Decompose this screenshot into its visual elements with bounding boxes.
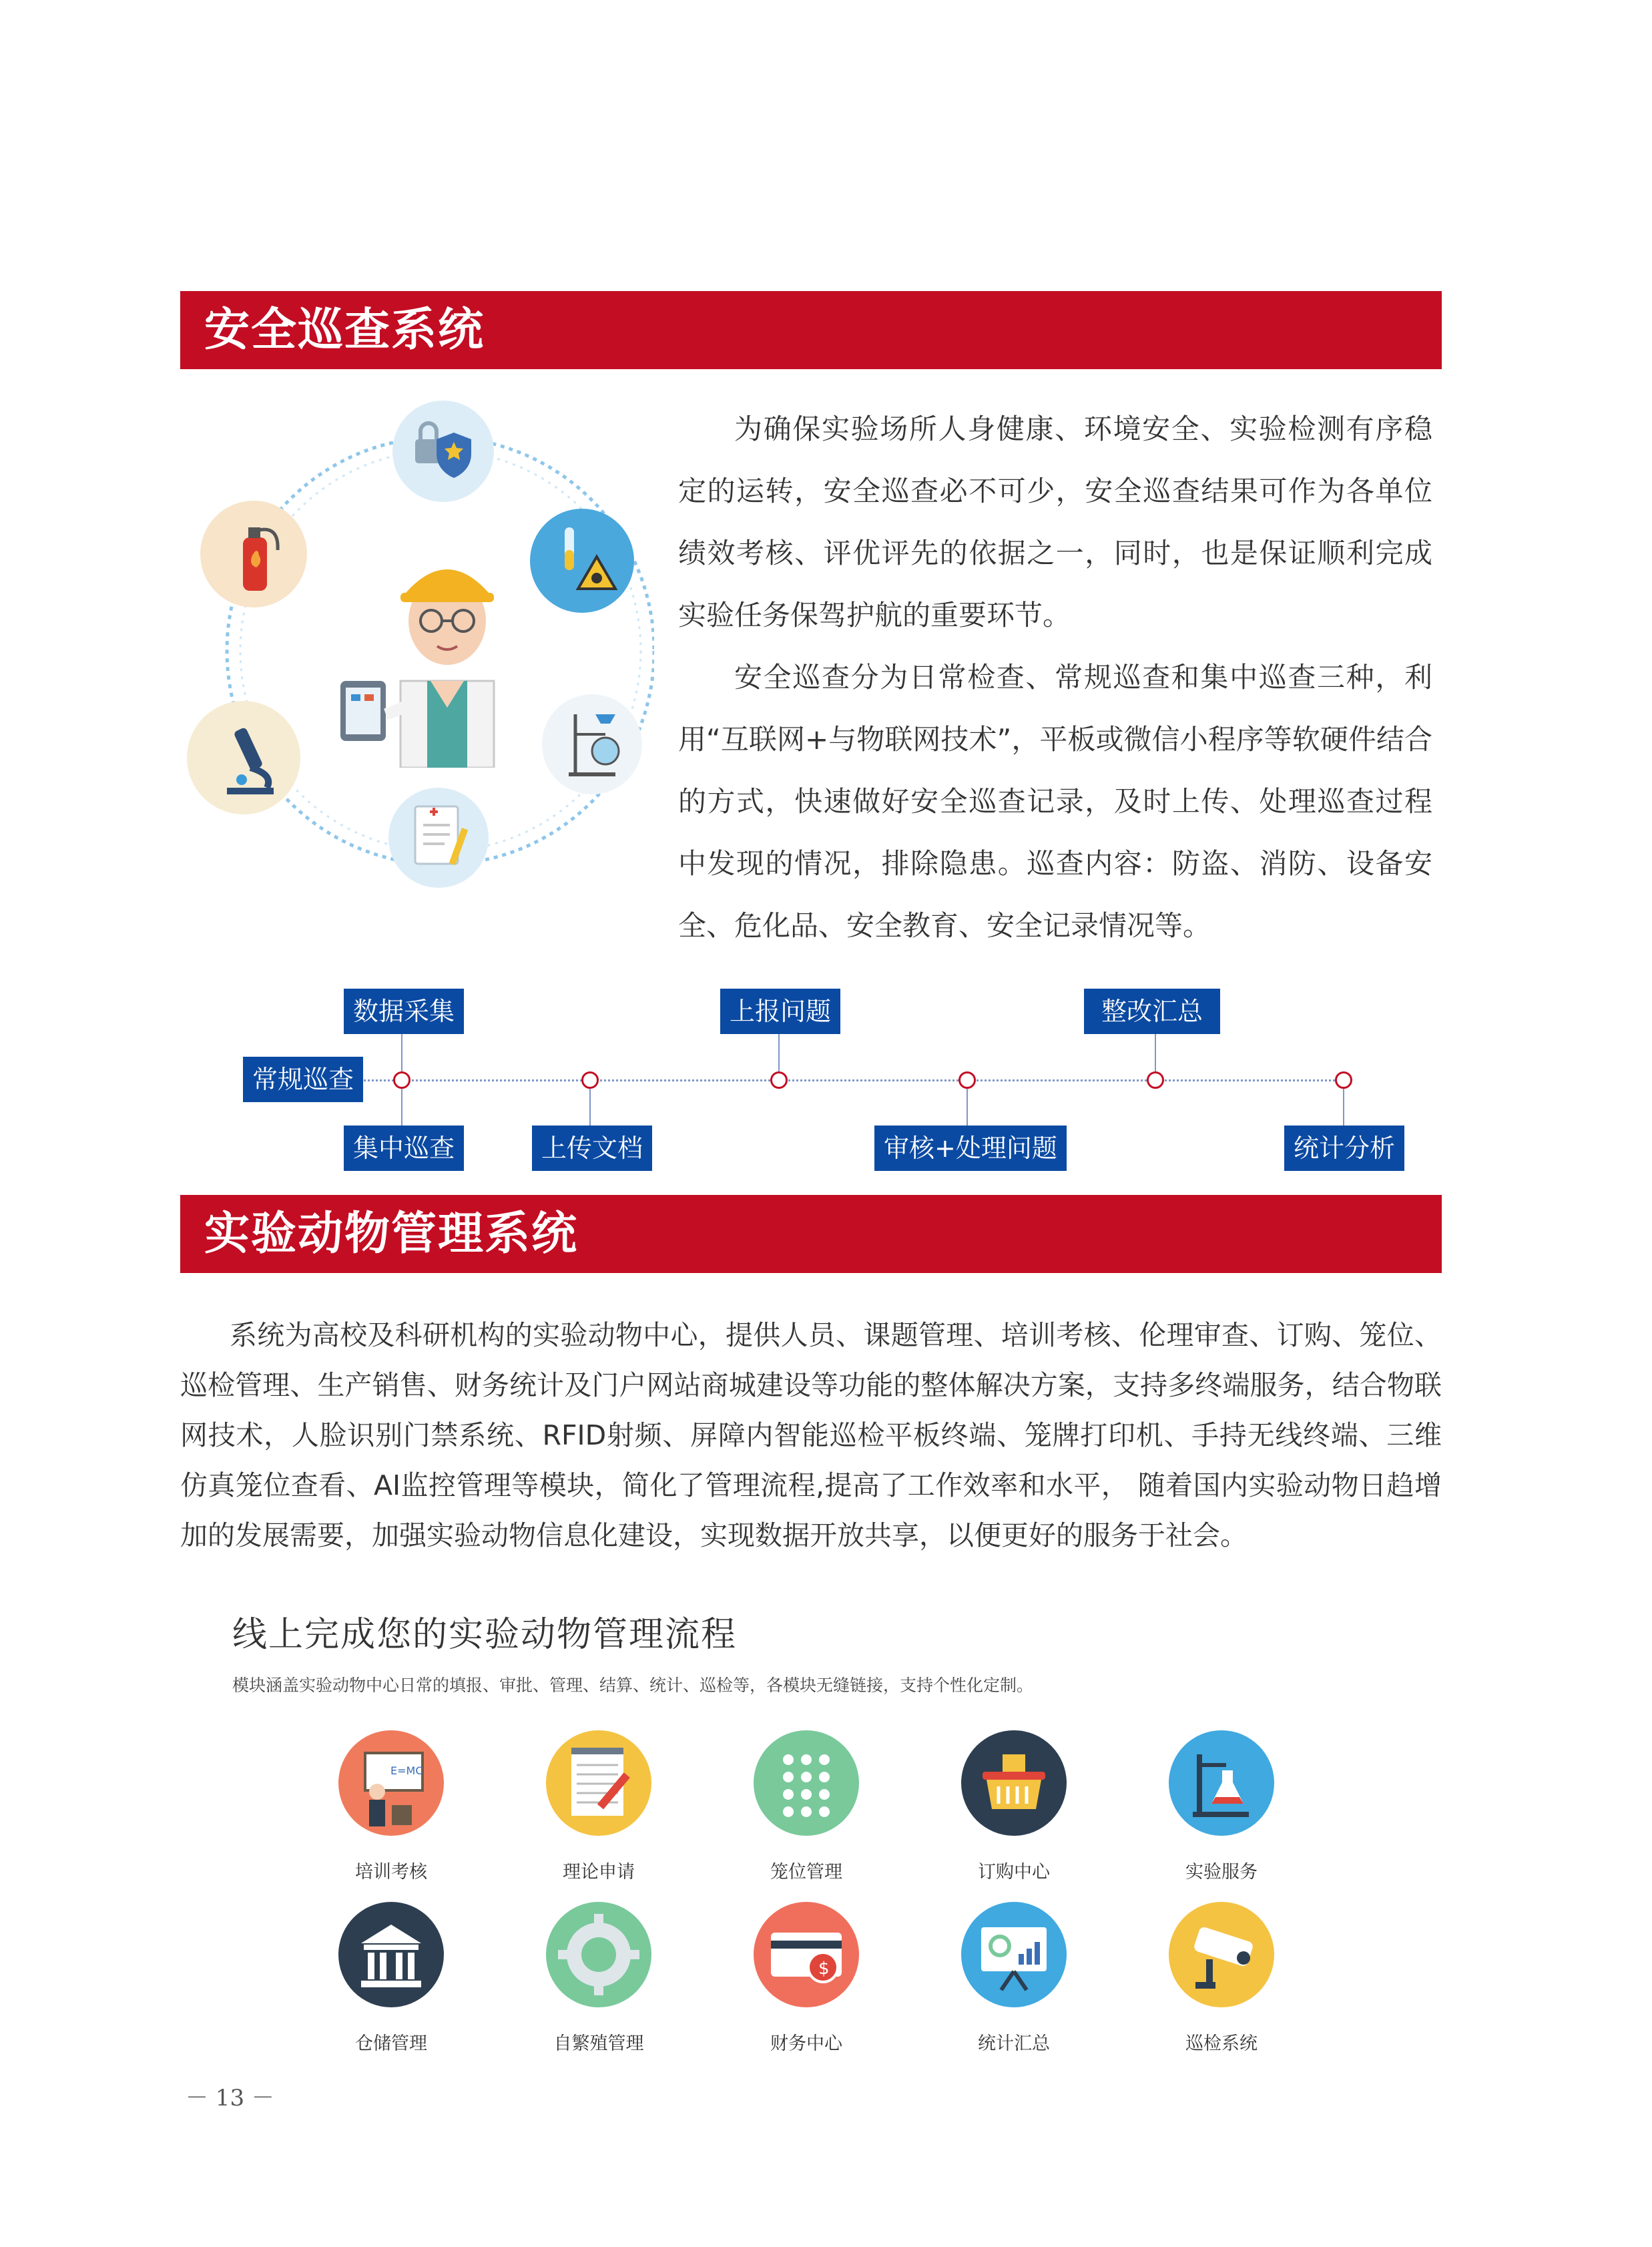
section-banner-animal xyxy=(180,1195,1442,1273)
module-warehouse[interactable] xyxy=(311,1902,471,2055)
flow-line xyxy=(359,1079,1344,1081)
module-label: 统计汇总 xyxy=(978,2033,1050,2054)
page-number: － 13 － xyxy=(186,2085,274,2111)
flow-node xyxy=(1147,1071,1164,1089)
paragraph: 为确保实验场所人身健康、环境安全、实验检测有序稳定的运转，安全巡查必不可少，安全巡查结果可作为各单位绩效考核、评优评先的依据之一，同时，也是保证顺利完成实验任务保驾护航的重要环节。 xyxy=(678,413,1432,632)
camera-icon xyxy=(1169,1902,1274,2007)
safety-illustration xyxy=(200,401,654,901)
basket-icon xyxy=(961,1730,1067,1836)
flow-node xyxy=(770,1071,788,1089)
module-training[interactable] xyxy=(311,1730,471,1883)
svg-text:$: $ xyxy=(818,1959,830,1979)
connector xyxy=(401,1033,402,1071)
module-label: 培训考核 xyxy=(355,1862,427,1883)
module-order-center[interactable] xyxy=(934,1730,1094,1883)
connector xyxy=(1343,1089,1344,1126)
flow-step-start: 常规巡查 xyxy=(243,1057,363,1102)
money-card-icon xyxy=(754,1902,859,2007)
lab-stand-icon xyxy=(542,694,642,794)
connector xyxy=(967,1089,968,1126)
section-banner-safety xyxy=(180,291,1442,369)
gear-icon xyxy=(546,1902,651,2007)
module-lab-service[interactable] xyxy=(1141,1730,1302,1883)
flow-step-bottom: 上传文档 xyxy=(532,1126,652,1171)
module-statistics[interactable] xyxy=(934,1902,1094,2055)
module-label: 仓储管理 xyxy=(355,2033,427,2054)
animal-description xyxy=(180,1310,1442,1561)
flow-step-top: 上报问题 xyxy=(720,989,840,1034)
section-title: 安全巡查系统 xyxy=(204,304,485,356)
module-breeding[interactable] xyxy=(519,1902,679,2055)
flow-node xyxy=(958,1071,976,1089)
flow-step-bottom: 统计分析 xyxy=(1284,1126,1404,1171)
grid-icon xyxy=(754,1730,859,1836)
chart-board-icon xyxy=(961,1902,1067,2007)
module-subtitle: 线上完成您的实验动物管理流程 xyxy=(232,1615,738,1655)
notepad-icon xyxy=(546,1730,651,1836)
inspector-figure xyxy=(300,514,554,768)
module-description: 模块涵盖实验动物中心日常的填报、审批、管理、结算、统计、巡检等，各模块无缝链接，支持个性化定制。 xyxy=(232,1676,1034,1695)
flow-step-bottom: 集中巡查 xyxy=(344,1126,464,1171)
flow-node xyxy=(1335,1071,1352,1089)
microscope-icon xyxy=(187,701,300,814)
paragraph: 安全巡查分为日常检查、常规巡查和集中巡查三种，利用“互联网+与物联网技术”，平板或微信小程序等软硬件结合的方式，快速做好安全巡查记录，及时上传、处理巡查过程中发现的情况，排除隐患。巡查内容：防盗、消防、设备安全、危化品、安全教育、安全记录情况等。 xyxy=(678,661,1432,942)
flow-step-top: 整改汇总 xyxy=(1084,989,1220,1034)
safety-description xyxy=(678,398,1432,957)
section-title: 实验动物管理系统 xyxy=(204,1208,579,1260)
svg-text:E=MC: E=MC xyxy=(390,1764,423,1777)
lock-shield-icon xyxy=(392,401,494,502)
connector xyxy=(1155,1033,1156,1071)
connector xyxy=(778,1033,780,1071)
flow-node xyxy=(581,1071,599,1089)
paragraph: 系统为高校及科研机构的实验动物中心，提供人员、课题管理、培训考核、伦理审查、订购、笼位、巡检管理、生产销售、财务统计及门户网站商城建设等功能的整体解决方案，支持多终端服务，结合物联网技术，人脸识别门禁系统、RFID射频、屏障内智能巡检平板终端、笼牌打印机、手持无线终端、三维仿真笼位查看、AI监控管理等模块，简化了管理流程,提高了工作效率和水平， 随着国内实验动物日趋增加的发展需要，加强实验动物信息化建设，实现数据开放共享，以便更好的服务于社会。 xyxy=(180,1319,1442,1551)
teacher-icon xyxy=(338,1730,444,1836)
module-cage-management[interactable] xyxy=(726,1730,886,1883)
module-label: 巡检系统 xyxy=(1185,2033,1258,2054)
module-label: 理论申请 xyxy=(563,1862,635,1883)
module-inspection[interactable] xyxy=(1141,1902,1302,2055)
flow-step-bottom: 审核+处理问题 xyxy=(874,1126,1067,1171)
module-label: 笼位管理 xyxy=(770,1862,842,1883)
module-theory-application[interactable] xyxy=(519,1730,679,1883)
module-label: 自繁殖管理 xyxy=(553,2033,644,2054)
flow-node xyxy=(393,1071,410,1089)
flask-icon xyxy=(1169,1730,1274,1836)
clipboard-icon xyxy=(388,788,489,888)
bank-icon xyxy=(338,1902,444,2007)
module-label: 实验服务 xyxy=(1185,1862,1258,1883)
module-finance[interactable] xyxy=(726,1902,886,2055)
module-label: 订购中心 xyxy=(978,1862,1050,1883)
fire-extinguisher-icon xyxy=(200,501,307,607)
connector xyxy=(401,1089,402,1126)
flow-step-top: 数据采集 xyxy=(344,989,464,1034)
module-label: 财务中心 xyxy=(770,2033,842,2054)
connector xyxy=(589,1089,591,1126)
